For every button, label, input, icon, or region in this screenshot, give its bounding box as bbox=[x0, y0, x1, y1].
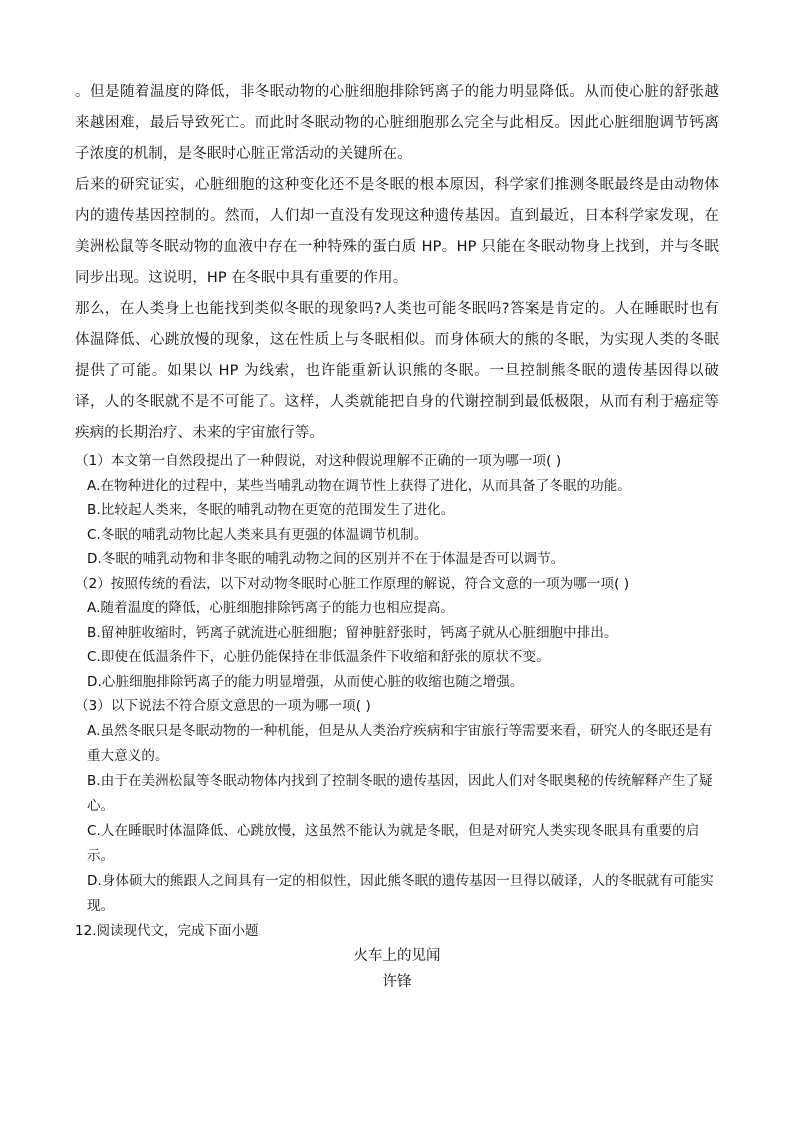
question-3 bbox=[75, 694, 719, 919]
story-author: 许锋 bbox=[382, 974, 412, 990]
question-3-option-a: A.虽然冬眠只是冬眠动物的一种机能，但是从人类治疗疾病和宇宙旅行等需要来看，研究人的冬眠还是有重大意义的。 bbox=[87, 722, 713, 764]
passage-paragraph-3: 那么，在人类身上也能找到类似冬眠的现象吗?人类也可能冬眠吗?答案是肯定的。人在睡眠时也有体温降低、心跳放慢的现象，这在性质上与冬眠相似。而身体硕大的熊的冬眠，为实现人类的冬眠提供了可能。如果以 HP 为线索，也许能重新认识熊的冬眠。一旦控制熊冬眠的遗传基因得以破译，人的冬眠就不是不可能了。这样，人类就能把自身的代谢控制到最低极限，从而有利于癌症等疾病的长期治疗、未来的宇宙旅行等。 bbox=[75, 301, 719, 441]
question-1-option-a: A.在物种进化的过程中，某些当哺乳动物在调节性上获得了进化，从而具备了冬眠的功能。 bbox=[87, 477, 631, 494]
question-3-stem: （3）以下说法不符合原文意思的一项为哪一项( ) bbox=[75, 698, 371, 714]
question-3-option-c: C.人在睡眠时体温降低、心跳放慢，这虽然不能认为就是冬眠，但是对研究人类实现冬眠具有重要的启示。 bbox=[87, 822, 700, 864]
question-3-option-b: B.由于在美洲松鼠等冬眠动物体内找到了控制冬眠的遗传基因，因此人们对冬眠奥秘的传统解释产生了疑心。 bbox=[87, 772, 713, 814]
story-title: 火车上的见闻 bbox=[353, 948, 441, 964]
question-2-option-c: C.即使在低温条件下，心脏仍能保持在非低温条件下收缩和舒张的原状不变。 bbox=[87, 649, 550, 665]
question-1-option-c: C.冬眠的哺乳动物比起人类来具有更强的体温调节机制。 bbox=[87, 526, 428, 543]
passage-paragraph-2: 后来的研究证实，心脏细胞的这种变化还不是冬眠的根本原因，科学家们推测冬眠最终是由动物体内的遗传基因控制的。然而，人们却一直没有发现这种遗传基因。直到最近，日本科学家发现，在美洲松鼠等冬眠动物的血液中存在一种特殊的蛋白质 HP。HP 只能在冬眠动物身上找到，并与冬眠同步出现。这说明，HP 在冬眠中具有重要的作用。 bbox=[75, 177, 719, 286]
question-2 bbox=[75, 572, 719, 695]
section-heading: 12.阅读现代文，完成下面小题 bbox=[75, 922, 259, 939]
question-2-option-b: B.留神脏收缩时，钙离子就流进心脏细胞；留神脏舒张时，钙离子就从心脏细胞中排出。 bbox=[87, 624, 618, 641]
question-1 bbox=[75, 449, 719, 572]
question-1-option-d: D.冬眠的哺乳动物和非冬眠的哺乳动物之间的区别并不在于体温是否可以调节。 bbox=[87, 551, 565, 567]
question-2-option-a: A.随着温度的降低，心脏细胞排除钙离子的能力也相应提高。 bbox=[87, 600, 455, 616]
document-page bbox=[75, 77, 719, 995]
question-2-option-d: D.心脏细胞排除钙离子的能力明显增强，从而使心脏的收缩也随之增强。 bbox=[87, 673, 524, 690]
passage-paragraph-1: 。但是随着温度的降低，非冬眠动物的心脏细胞排除钙离子的能力明显降低。从而使心脏的舒张越来越困难，最后导致死亡。而此时冬眠动物的心脏细胞那么完全与此相反。因此心脏细胞调节钙离子浓度的机制，是冬眠时心脏正常活动的关键所在。 bbox=[75, 84, 719, 162]
question-1-stem: （1）本文第一自然段提出了一种假说，对这种假说理解不正确的一项为哪一项( ) bbox=[75, 453, 562, 469]
question-2-stem: （2）按照传统的看法，以下对动物冬眠时心脏工作原理的解说，符合文意的一项为哪一项( ) bbox=[75, 575, 630, 592]
question-1-option-b: B.比较起人类来，冬眠的哺乳动物在更宽的范围发生了进化。 bbox=[87, 502, 455, 518]
question-3-option-d: D.身体硕大的熊跟人之间具有一定的相似性，因此熊冬眠的遗传基因一旦得以破译，人的冬眠就有可能实现。 bbox=[87, 872, 714, 914]
